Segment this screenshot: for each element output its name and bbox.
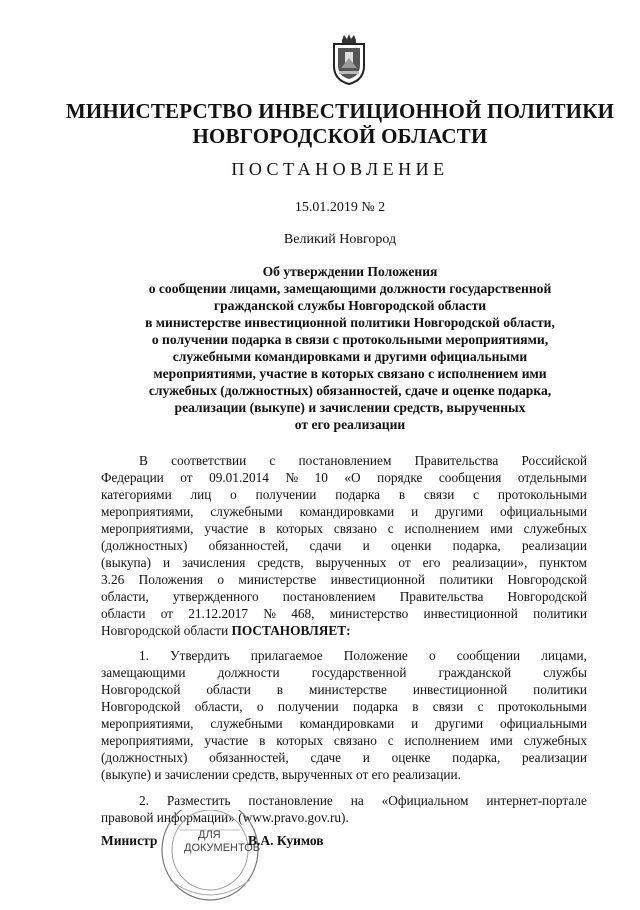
title-line: служебными командировками и другими официальными bbox=[172, 349, 528, 364]
word: от bbox=[180, 470, 193, 485]
word: 1. bbox=[139, 648, 149, 663]
title-line: служебных (должностных) обязанностей, сдаче и оценке подарка, bbox=[148, 383, 552, 398]
word: зачисления bbox=[182, 555, 246, 570]
title-line: о сообщении лицами, замещающими должности государственной bbox=[148, 281, 552, 296]
text-line bbox=[101, 469, 587, 486]
text-span: Новгородской области bbox=[101, 623, 232, 638]
word: лицами, bbox=[541, 648, 587, 663]
word: 09.01.2014 bbox=[209, 470, 269, 485]
word: № bbox=[263, 606, 276, 621]
word: Положение bbox=[343, 648, 408, 663]
document-title bbox=[100, 263, 600, 433]
word: Новгородской bbox=[507, 572, 587, 587]
document-date-number: 15.01.2019 № 2 bbox=[294, 200, 386, 215]
text-line bbox=[101, 792, 587, 809]
word: и bbox=[411, 716, 419, 731]
word: категориями bbox=[101, 487, 172, 502]
word: замещающими bbox=[101, 665, 186, 680]
word: служебными bbox=[210, 504, 283, 519]
word: реализации bbox=[521, 750, 587, 765]
word: связи bbox=[432, 699, 464, 714]
text-line bbox=[101, 537, 587, 554]
decree-keyword: ПОСТАНОВЛЯЕТ: bbox=[231, 623, 351, 638]
word: служебных bbox=[523, 733, 587, 748]
word: мероприятиями, bbox=[101, 716, 194, 731]
word: командировками bbox=[299, 716, 395, 731]
title-line: о получении подарка в связи с протокольными мероприятиями, bbox=[151, 332, 549, 347]
text-line bbox=[101, 622, 587, 639]
text-line bbox=[101, 588, 587, 605]
document-stamp bbox=[140, 810, 270, 910]
word: получении bbox=[255, 487, 317, 502]
word: получении bbox=[277, 699, 339, 714]
text-line bbox=[101, 647, 587, 664]
word: от bbox=[160, 606, 173, 621]
word: интернет-портале bbox=[486, 793, 587, 808]
word: Новгородской bbox=[101, 699, 181, 714]
word: обязанностей, bbox=[208, 538, 289, 553]
word: политики bbox=[533, 682, 587, 697]
word: Правительства bbox=[414, 453, 499, 468]
word: сообщения bbox=[438, 470, 502, 485]
word: оценке bbox=[391, 750, 431, 765]
word: Правительства bbox=[399, 589, 484, 604]
word: 21.12.2017 bbox=[188, 606, 249, 621]
stamp-text: ДОКУМЕНТОВ bbox=[184, 842, 261, 854]
word: от bbox=[398, 555, 411, 570]
word: области, bbox=[101, 589, 149, 604]
signatory-name: В.А. Куимов bbox=[248, 833, 324, 848]
text-line bbox=[101, 554, 587, 571]
word: в bbox=[276, 682, 284, 697]
word: утвержденного bbox=[172, 589, 259, 604]
word: политики bbox=[439, 572, 494, 587]
text-line bbox=[101, 605, 587, 622]
text-line bbox=[101, 698, 587, 715]
word: области bbox=[101, 606, 146, 621]
word: связано bbox=[333, 521, 377, 536]
word: постановление bbox=[248, 793, 333, 808]
title-line: мероприятиями, участие в которых связано с исполнением ими bbox=[153, 366, 547, 381]
word: пунктом bbox=[539, 555, 587, 570]
word: сдачи bbox=[309, 538, 342, 553]
word: служебными bbox=[210, 716, 283, 731]
word: министерстве bbox=[238, 572, 317, 587]
word: его bbox=[422, 555, 441, 570]
word: с bbox=[387, 733, 394, 748]
word: (должностных) bbox=[101, 750, 188, 765]
title-line: гражданской службы Новгородской области bbox=[213, 298, 487, 313]
word: мероприятиями, bbox=[101, 504, 194, 519]
title-line: в министерстве инвестиционной политики Новгородской области, bbox=[145, 315, 555, 330]
word: мероприятиями, bbox=[101, 733, 194, 748]
word: оценки bbox=[390, 538, 432, 553]
word: участие bbox=[204, 521, 249, 536]
word: и bbox=[362, 538, 370, 553]
word: Федерации bbox=[101, 470, 164, 485]
word: в bbox=[259, 521, 266, 536]
word: и bbox=[411, 504, 419, 519]
word: (должностных) bbox=[101, 538, 188, 553]
word: другими bbox=[435, 716, 484, 731]
word: № bbox=[285, 470, 299, 485]
word: о bbox=[256, 699, 264, 714]
word: «Официальном bbox=[381, 793, 469, 808]
word: официальными bbox=[500, 504, 587, 519]
signatory-position: Министр bbox=[101, 833, 158, 848]
word: Положения bbox=[138, 572, 203, 587]
word: гражданской bbox=[438, 665, 512, 680]
word: ими bbox=[490, 733, 513, 748]
word: связи bbox=[423, 487, 455, 502]
word: на bbox=[350, 793, 364, 808]
text-line: правовой информации» (www.pravo.gov.ru). bbox=[101, 810, 349, 825]
text-line bbox=[101, 749, 587, 766]
word: государственной bbox=[311, 665, 407, 680]
word: министерстве bbox=[309, 682, 387, 697]
word: инвестиционной bbox=[423, 606, 518, 621]
text-line bbox=[101, 664, 587, 681]
text-line bbox=[101, 571, 587, 588]
text-line: (выкупе) и зачислении средств, вырученных от его реализации. bbox=[101, 767, 461, 782]
word: порядке bbox=[377, 470, 423, 485]
word: 10 bbox=[314, 470, 328, 485]
word: реализации», bbox=[452, 555, 528, 570]
word: Разместить bbox=[166, 793, 231, 808]
word: Российской bbox=[521, 453, 587, 468]
word: «О bbox=[344, 470, 361, 485]
word: области, bbox=[194, 699, 243, 714]
word: которых bbox=[276, 521, 324, 536]
text-line bbox=[101, 486, 587, 503]
word: постановлением bbox=[282, 589, 376, 604]
text-line bbox=[101, 452, 587, 469]
text-line bbox=[101, 681, 587, 698]
word: обязанностей, bbox=[209, 750, 289, 765]
word: и bbox=[163, 555, 171, 570]
word: с bbox=[387, 521, 394, 536]
word: соответствии bbox=[171, 453, 247, 468]
document-type: ПОСТАНОВЛЕНИЕ bbox=[231, 159, 449, 179]
word: постановлением bbox=[298, 453, 392, 468]
title-line: от его реализации bbox=[294, 417, 406, 432]
word: подарка bbox=[353, 699, 398, 714]
word: подарка, bbox=[452, 538, 501, 553]
word: которых bbox=[276, 733, 324, 748]
word: прилагаемое bbox=[250, 648, 323, 663]
word: ими bbox=[490, 521, 513, 536]
word: Утвердить bbox=[170, 648, 230, 663]
word: о bbox=[230, 487, 237, 502]
text-line bbox=[101, 520, 587, 537]
text-line bbox=[101, 715, 587, 732]
word: В bbox=[139, 453, 148, 468]
word: сообщении bbox=[456, 648, 521, 663]
word: протокольными bbox=[497, 487, 587, 502]
word: исполнением bbox=[404, 521, 480, 536]
paragraph-item-1 bbox=[101, 647, 587, 783]
word: служебных bbox=[523, 521, 587, 536]
word: политики bbox=[533, 606, 587, 621]
word: с bbox=[269, 453, 276, 468]
text-line bbox=[101, 503, 587, 520]
ministry-name-line-1: МИНИСТЕРСТВО ИНВЕСТИЦИОННОЙ ПОЛИТИКИ bbox=[65, 99, 615, 123]
word: подарка bbox=[335, 487, 381, 502]
word: подарка, bbox=[452, 750, 501, 765]
word: отдельными bbox=[517, 470, 587, 485]
word: командировками bbox=[299, 504, 395, 519]
word: министерство bbox=[329, 606, 409, 621]
word: протокольными bbox=[497, 699, 587, 714]
word: в bbox=[398, 487, 406, 502]
paragraph-preamble bbox=[101, 452, 587, 639]
title-line: Об утверждении Положения bbox=[262, 264, 438, 279]
word: должности bbox=[217, 665, 280, 680]
word: в bbox=[412, 699, 419, 714]
word: реализации bbox=[521, 538, 587, 553]
word: о bbox=[428, 648, 436, 663]
coat-of-arms-emblem bbox=[330, 32, 368, 86]
word: (выкупа) bbox=[101, 555, 152, 570]
word: вырученных bbox=[315, 555, 387, 570]
word: 2. bbox=[139, 793, 149, 808]
word: 3.26 bbox=[101, 572, 125, 587]
word: инвестиционной bbox=[330, 572, 425, 587]
word: области bbox=[206, 682, 251, 697]
word: в bbox=[259, 733, 266, 748]
word: исполнением bbox=[404, 733, 480, 748]
word: связано bbox=[333, 733, 377, 748]
word: 468, bbox=[291, 606, 315, 621]
stamp-text: ДЛЯ bbox=[198, 829, 221, 841]
word: и bbox=[362, 750, 370, 765]
word: другими bbox=[435, 504, 484, 519]
word: с bbox=[473, 487, 480, 502]
word: лиц bbox=[190, 487, 212, 502]
text-line bbox=[101, 732, 587, 749]
word: инвестиционной bbox=[412, 682, 508, 697]
word: участие bbox=[204, 733, 249, 748]
word: с bbox=[477, 699, 484, 714]
word: сдаче bbox=[310, 750, 342, 765]
word: о bbox=[217, 572, 224, 587]
word: средств, bbox=[257, 555, 304, 570]
title-line: реализации (выкупе) и зачислении средств, вырученных bbox=[174, 400, 526, 415]
word: службы bbox=[543, 665, 587, 680]
word: официальными bbox=[500, 716, 587, 731]
document-city: Великий Новгород bbox=[283, 232, 397, 247]
word: мероприятиями, bbox=[101, 521, 194, 536]
ministry-name-line-2: НОВГОРОДСКОЙ ОБЛАСТИ bbox=[192, 124, 488, 148]
word: Новгородской bbox=[507, 589, 587, 604]
word: Новгородской bbox=[101, 682, 181, 697]
